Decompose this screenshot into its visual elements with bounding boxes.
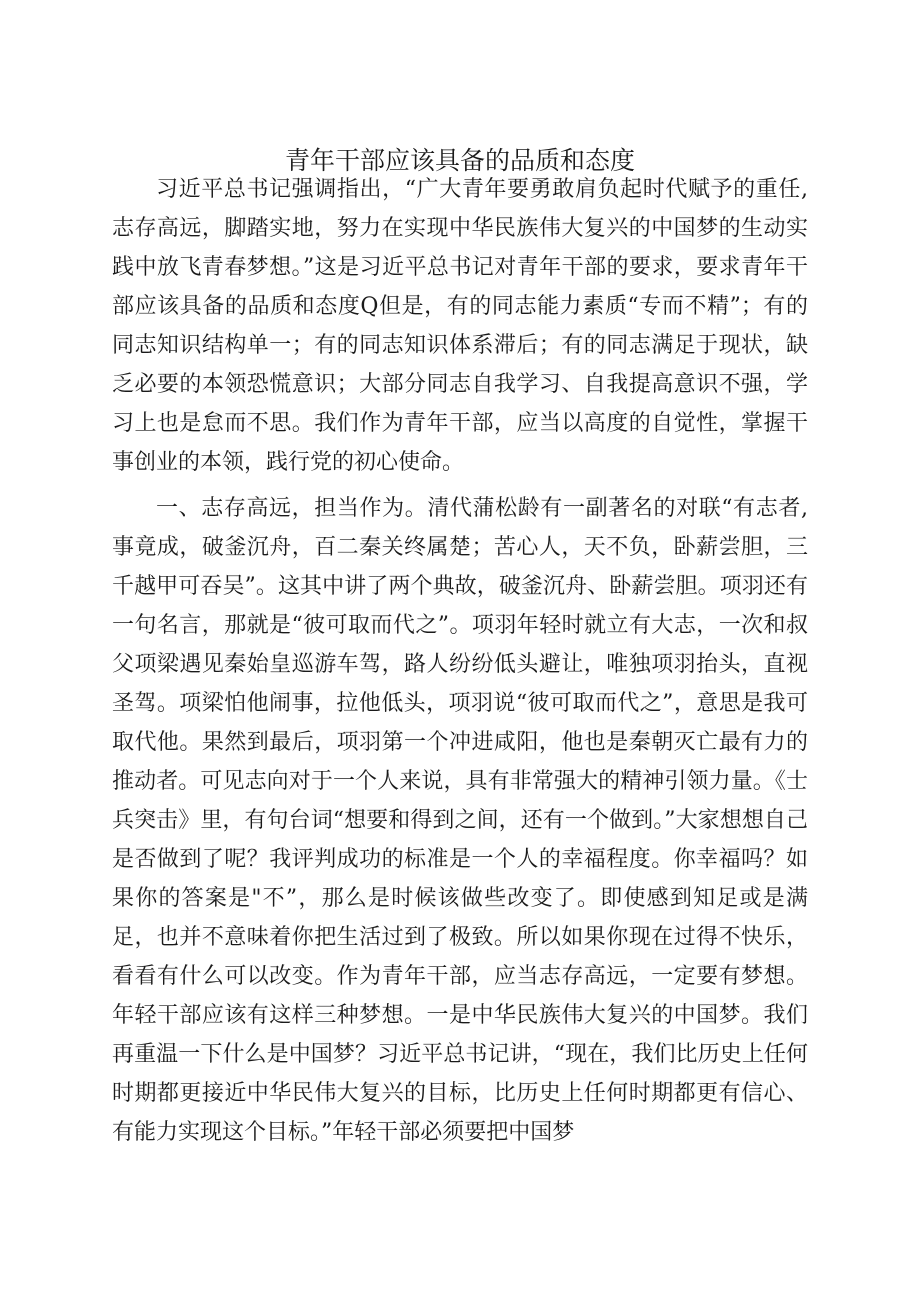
paragraph-intro: 习近平总书记强调指出，“广大青年要勇敢肩负起时代赋予的重任,志存高远，脚踏实地，努力在实现中华民族伟大复兴的中国梦的生动实践中放飞青春梦想。”这是习近平总书记对青年干部的要求，要求青年干部应该具备的品质和态度Q但是，有的同志能力素质“专而不精”；有的同志知识结构单一；有的同志知识体系滞后；有的同志满足于现状，缺乏必要的本领恐慌意识；大部分同志自我学习、自我提高意识不强，学习上也是怠而不思。我们作为青年干部，应当以高度的自觉性，掌握干事创业的本领，践行党的初心使命。 <box>112 177 808 475</box>
document-title: 青年干部应该具备的品质和态度 <box>284 146 635 175</box>
document-body <box>112 170 808 1152</box>
paragraph-section-one: 一、志存高远，担当作为。清代蒲松龄有一副著名的对联“有志者,事竟成，破釜沉舟，百二秦关终属楚；苦心人，天不负，卧薪尝胆，三千越甲可吞吴”。这其中讲了两个典故，破釜沉舟、卧薪尝胆。项羽还有一句名言，那就是“彼可取而代之”。项羽年轻时就立有大志，一次和叔父项梁遇见秦始皇巡游车驾，路人纷纷低头避让，唯独项羽抬头，直视圣驾。项梁怕他闹事，拉他低头，项羽说“彼可取而代之”，意思是我可取代他。果然到最后，项羽第一个冲进咸阳，他也是秦朝灭亡最有力的推动者。可见志向对于一个人来说，具有非常强大的精神引领力量。《士兵突击》里，有句台词“想要和得到之间，还有一个做到。”大家想想自己是否做到了呢？我评判成功的标准是一个人的幸福程度。你幸福吗？如果你的答案是"不”，那么是时候该做些改变了。即使感到知足或是满足，也并不意味着你把生活过到了极致。所以如果你现在过得不快乐，看看有什么可以改变。作为青年干部，应当志存高远，一定要有梦想。年轻干部应该有这样三种梦想。一是中华民族伟大复兴的中国梦。我们再重温一下什么是中国梦？习近平总书记讲，“现在，我们比历史上任何时期都更接近中华民伟大复兴的目标，比历史上任何时期都更有信心、有能力实现这个目标。”年轻干部必须要把中国梦 <box>112 496 808 1145</box>
